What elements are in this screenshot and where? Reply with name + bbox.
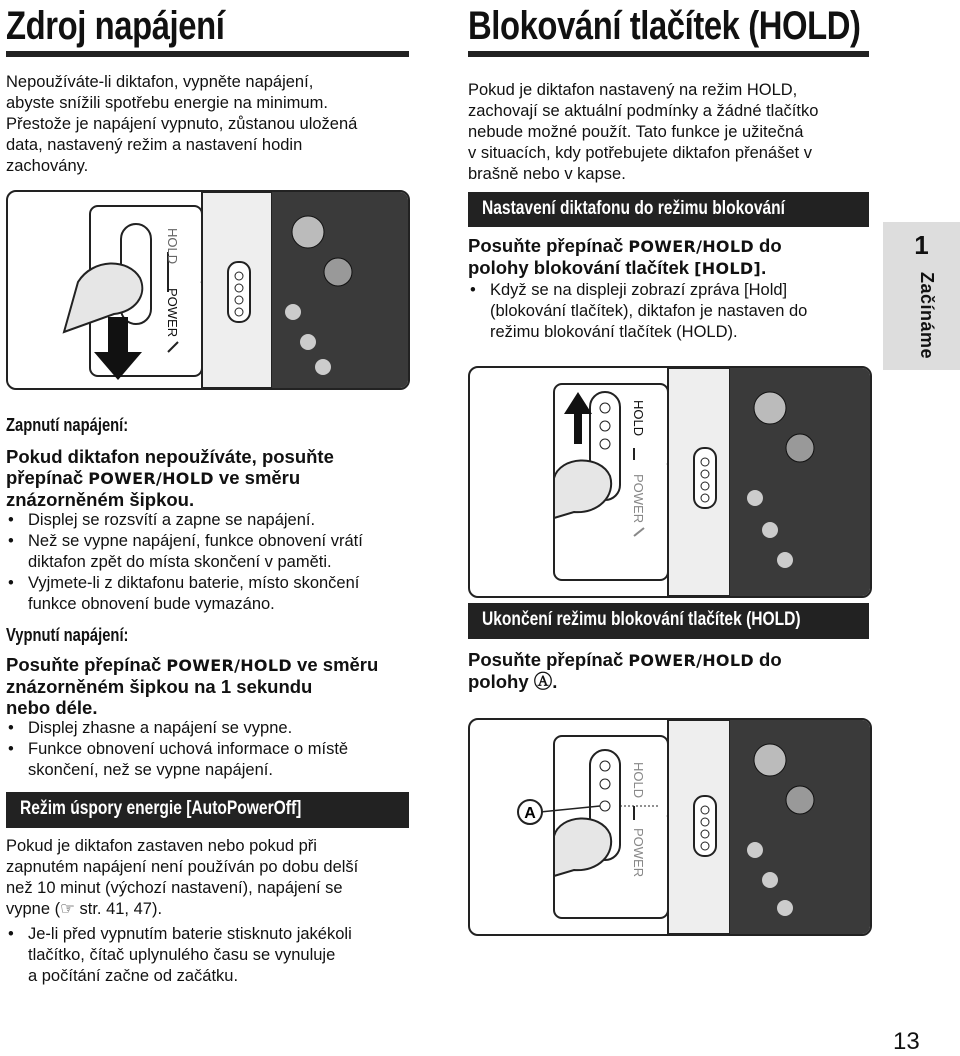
chapter-tab: [883, 222, 960, 370]
power-on-heading: Zapnutí napájení:: [6, 415, 129, 435]
hold-label: HOLD: [631, 400, 646, 437]
list-item: • Funkce obnovení uchová informace o místě skončení, než se vypne napájení.: [6, 739, 426, 781]
power-off-instruction: Posuňte přepínač POWER/HOLD ve směru znázorněném šipkou na 1 sekundu nebo déle.: [6, 654, 379, 718]
power-intro: Nepoužíváte-li diktafon, vypněte napájení, abyste snížili spotřebu energie na minimum. Přestože je napájení vypnuto, zůstanou uložená data, nastavený režim a nastavení hodin zachovány.: [6, 73, 358, 175]
list-item: • Vyjmete-li z diktafonu baterie, místo skončení funkce obnovení bude vymazáno.: [6, 573, 426, 615]
hold-set-instruction: Posuňte přepínač POWER/HOLD do polohy blokování tlačítek [HOLD].: [468, 235, 782, 278]
section-title-power: Zdroj napájení: [6, 4, 225, 48]
power-off-bullets: [6, 718, 426, 781]
power-label: POWER: [631, 828, 646, 878]
hold-set-bullets: [468, 280, 878, 343]
hold-set-bar: Nastavení diktafonu do režimu blokování: [468, 192, 869, 227]
power-off-heading: Vypnutí napájení:: [6, 625, 129, 645]
hold-intro: Pokud je diktafon nastavený na režim HOLD, zachovají se aktuální podmínky a žádné tlačítko nebude možné použít. Tato funkce je užitečná v situacích, kdy potřebujete diktafon přenášet v brašně nebo v kapse.: [468, 81, 819, 183]
list-item: • Když se na displeji zobrazí zpráva [Hold] (blokování tlačítek), diktafon je nastaven do režimu blokování tlačítek (HOLD).: [468, 280, 878, 343]
power-label: POWER: [631, 474, 646, 524]
chapter-number: 1: [914, 230, 929, 260]
figure-release-switch: [468, 718, 872, 936]
list-item: • Je-li před vypnutím baterie stisknuto jakékoli tlačítko, čítač uplynulého času se vynuluje a počítání začne od začátku.: [6, 924, 426, 987]
section-title-hold: Blokování tlačítek (HOLD): [468, 4, 861, 48]
autopoweroff-bar: Režim úspory energie [AutoPowerOff]: [6, 792, 409, 828]
title-underline: [6, 51, 409, 57]
hold-label: HOLD: [165, 228, 180, 265]
hold-release-bar: Ukončení režimu blokování tlačítek (HOLD): [468, 603, 869, 639]
title-underline: [468, 51, 869, 57]
figure-power-switch: [6, 190, 410, 390]
power-on-instruction: Pokud diktafon nepoužíváte, posuňte přepínač POWER/HOLD ve směru znázorněném šipkou.: [6, 446, 334, 510]
power-label: POWER: [165, 288, 180, 338]
figure-hold-switch: [468, 366, 872, 598]
chapter-label: Začínáme: [917, 272, 937, 360]
list-item: • Displej se rozsvítí a zapne se napájení.: [6, 510, 426, 531]
page-number: 13: [893, 1028, 920, 1055]
hold-release-instruction: Posuňte přepínač POWER/HOLD do polohy Ⓐ.: [468, 649, 782, 692]
autopoweroff-text: Pokud je diktafon zastaven nebo pokud při zapnutém napájení není používán po dobu delší než 10 minut (výchozí nastavení), napájení se vypne (☞ str. 41, 47).: [6, 837, 359, 918]
autopoweroff-bullets: [6, 924, 426, 987]
list-item: • Displej zhasne a napájení se vypne.: [6, 718, 426, 739]
list-item: • Než se vypne napájení, funkce obnovení vrátí diktafon zpět do místa skončení v paměti.: [6, 531, 426, 573]
callout-label: A: [524, 805, 536, 822]
hold-label: HOLD: [631, 762, 646, 799]
power-on-bullets: [6, 510, 426, 615]
